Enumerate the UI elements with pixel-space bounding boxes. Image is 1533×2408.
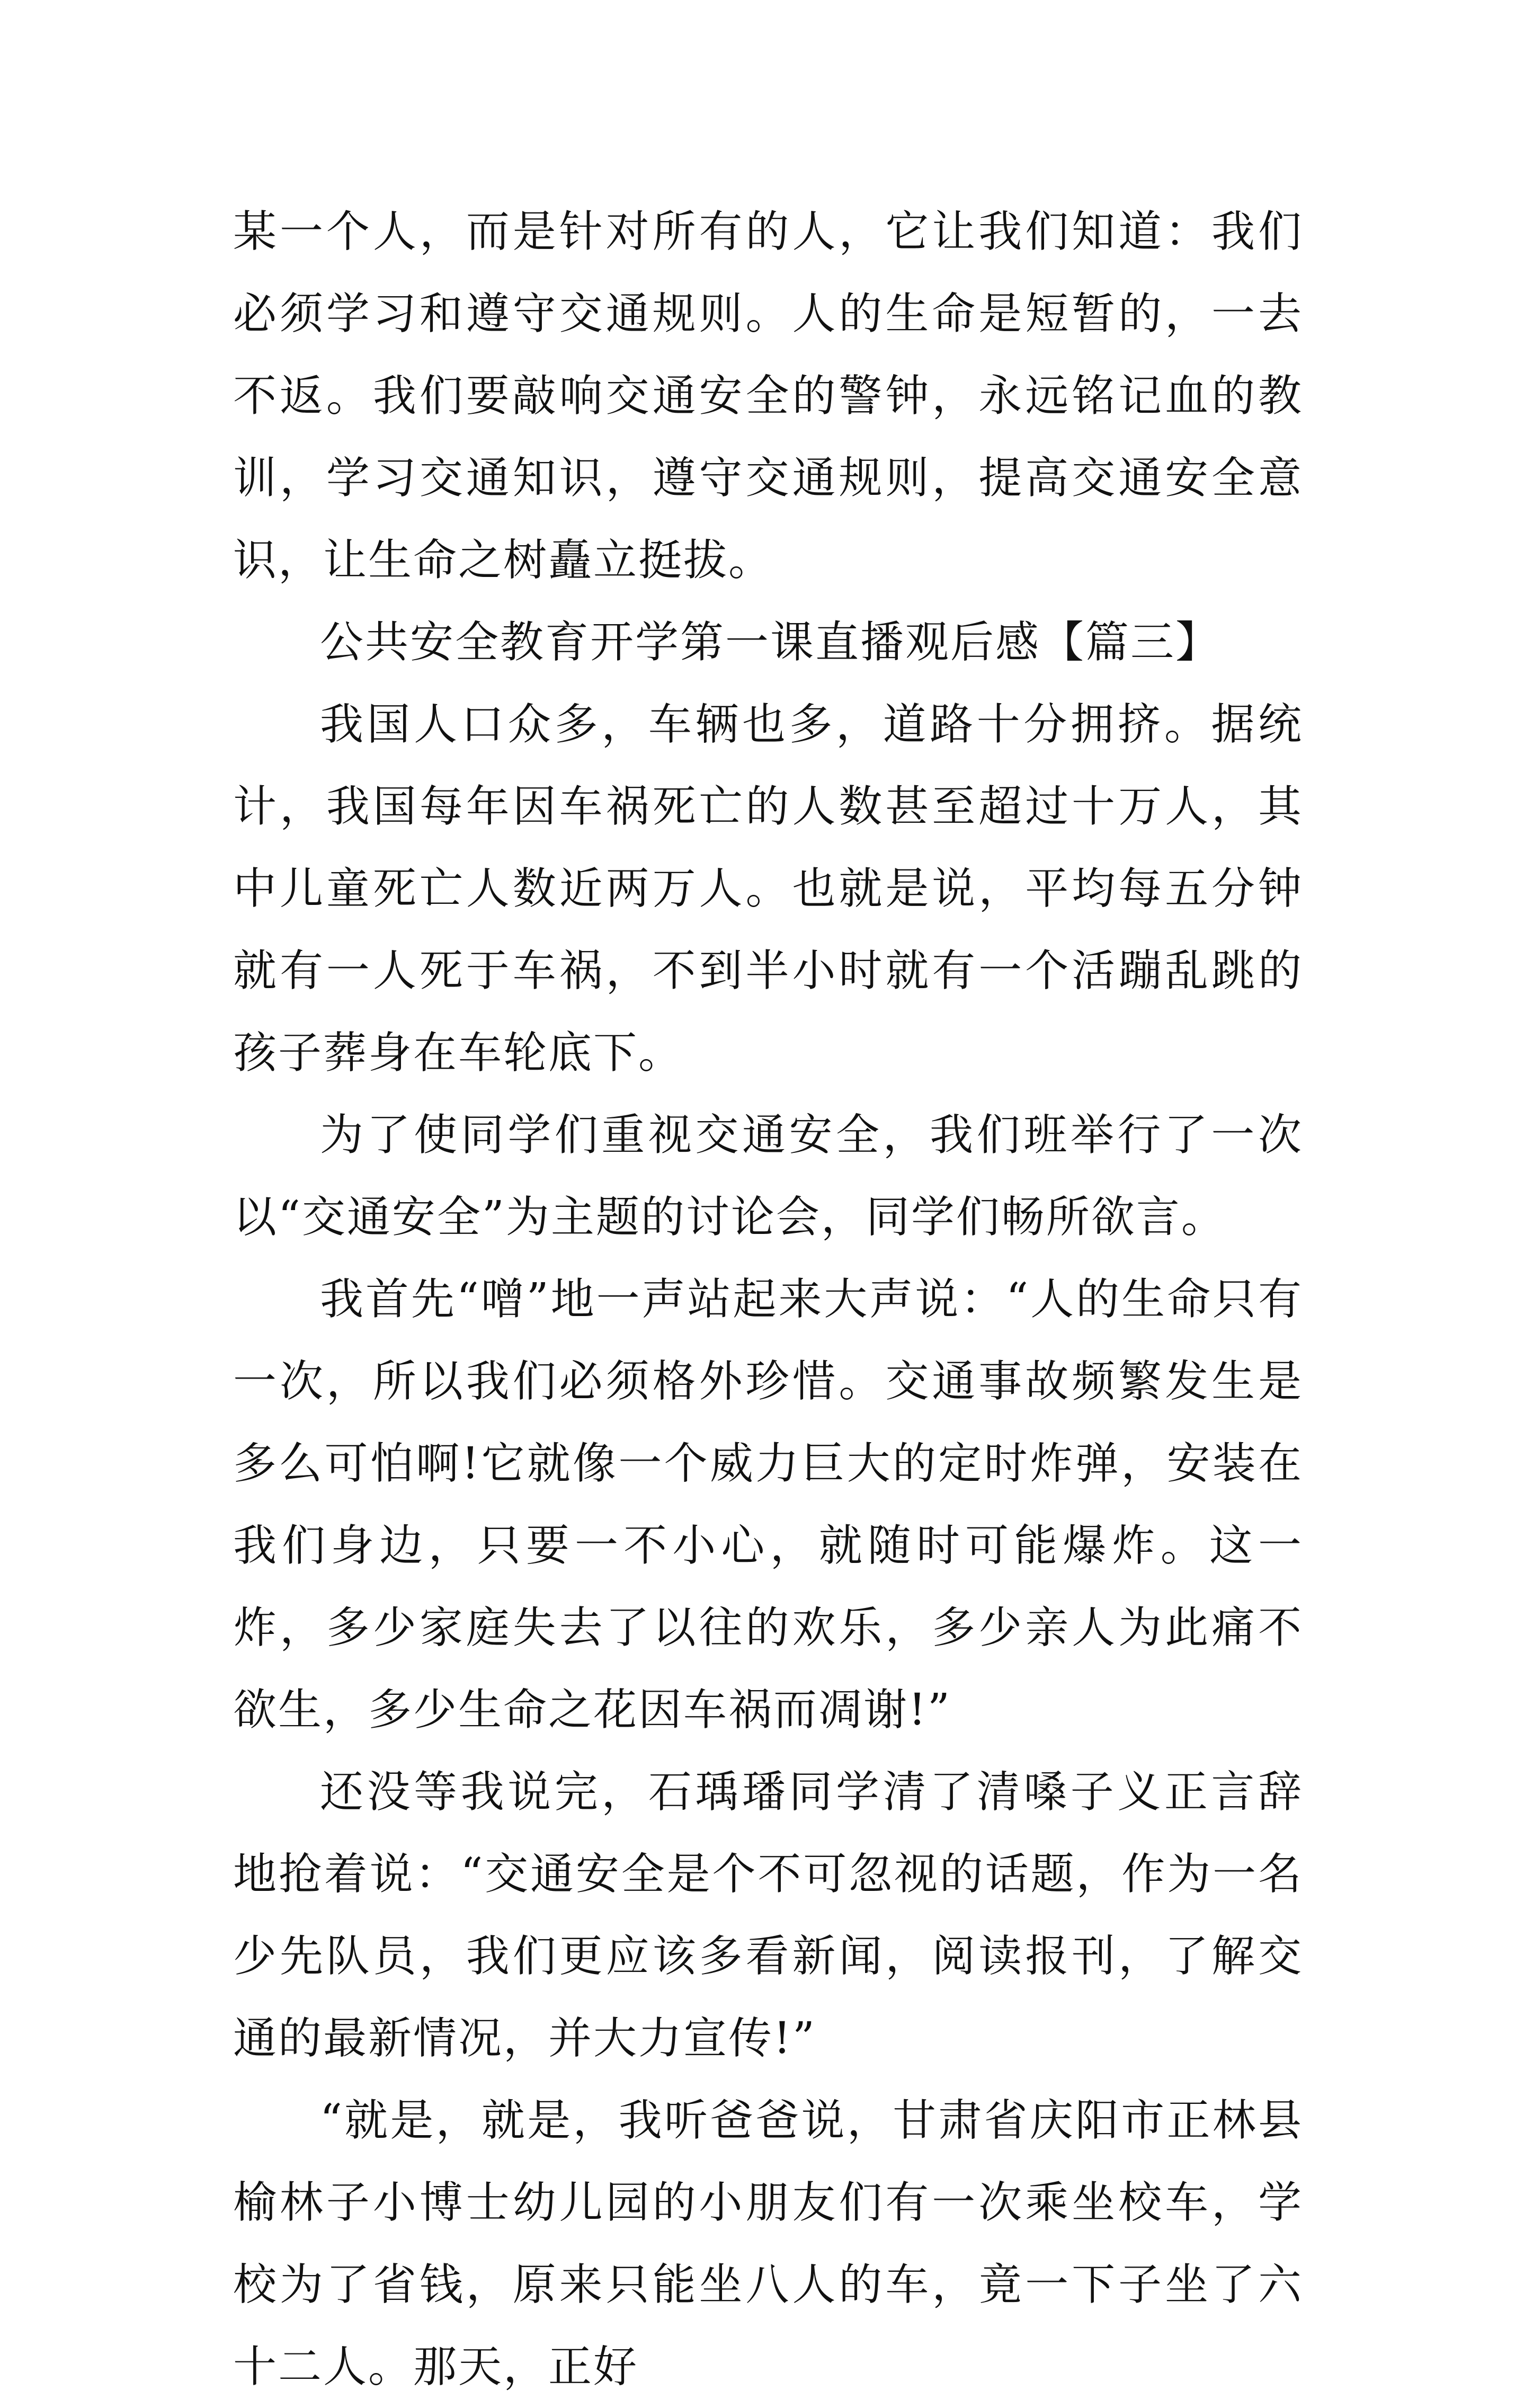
paragraph-third-speech: “就是，就是，我听爸爸说，甘肃省庆阳市正林县榆林子小博士幼儿园的小朋友们有一次乘坐校车，学校为了省钱，原来只能坐八人的车，竟一下子坐了六十二人。那天，正好	[233, 2095, 1303, 2392]
document-body	[233, 191, 1303, 2408]
paragraph-class-discussion: 为了使同学们重视交通安全，我们班举行了一次以“交通安全”为主题的讨论会，同学们畅所欲言。	[233, 1110, 1303, 1242]
paragraph-traffic-statistics: 我国人口众多，车辆也多，道路十分拥挤。据统计，我国每年因车祸死亡的人数甚至超过十万人，其中儿童死亡人数近两万人。也就是说，平均每五分钟就有一人死于车祸，不到半小时就有一个活蹦乱跳的孩子葬身在车轮底下。	[233, 699, 1303, 1078]
paragraph-second-speech: 还没等我说完，石瑀璠同学清了清嗓子义正言辞地抢着说：“交通安全是个不可忽视的话题，作为一名少先队员，我们更应该多看新闻，阅读报刊，了解交通的最新情况，并大力宣传!”	[233, 1767, 1303, 2064]
paragraph-first-speech: 我首先“噌”地一声站起来大声说：“人的生命只有一次，所以我们必须格外珍惜。交通事故频繁发生是多么可怕啊!它就像一个威力巨大的定时炸弹，安装在我们身边，只要一不小心，就随时可能爆炸。这一炸，多少家庭失去了以往的欢乐，多少亲人为此痛不欲生，多少生命之花因车祸而凋谢!”	[233, 1274, 1303, 1735]
paragraph-continuation: 某一个人，而是针对所有的人，它让我们知道：我们必须学习和遵守交通规则。人的生命是短暂的，一去不返。我们要敲响交通安全的警钟，永远铭记血的教训，学习交通知识，遵守交通规则，提高交通安全意识，让生命之树矗立挺拔。	[233, 207, 1303, 585]
section-heading: 公共安全教育开学第一课直播观后感【篇三】	[320, 617, 1221, 668]
